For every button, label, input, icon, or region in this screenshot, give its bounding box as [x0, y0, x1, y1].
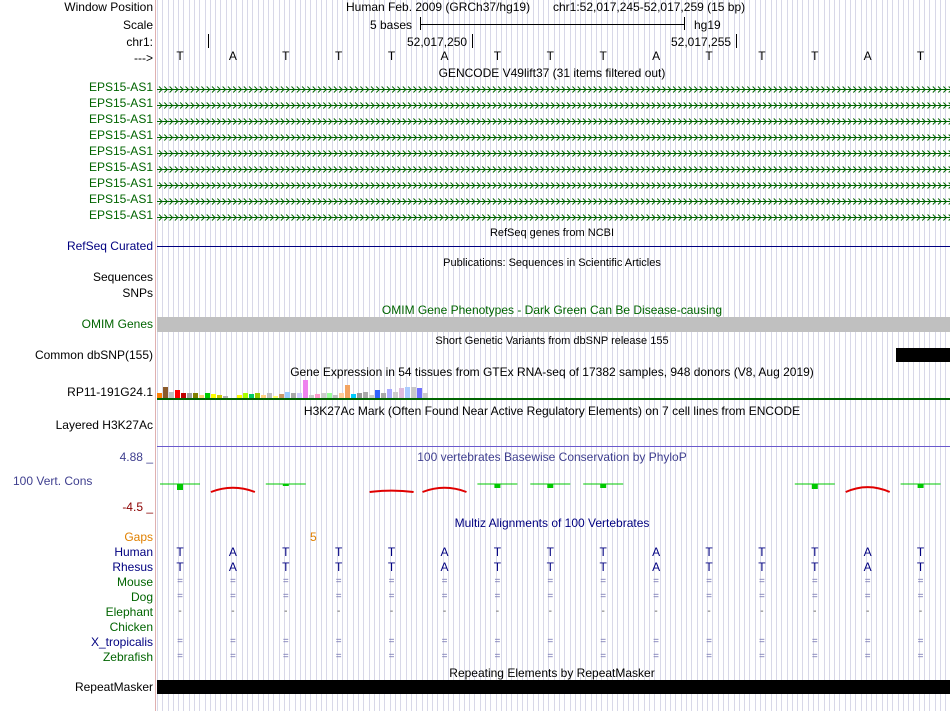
multiz-alignment-char: =	[441, 591, 448, 602]
phylop-negative-mark	[423, 488, 467, 492]
multiz-alignment-char: =	[758, 651, 765, 662]
multiz-alignment-char: T	[705, 560, 713, 574]
publications-track-title[interactable]: Publications: Sequences in Scientific Articles	[443, 257, 661, 269]
ruler-tick-start	[208, 34, 209, 48]
gtex-tissue-bar[interactable]	[345, 385, 350, 398]
phylop-positive-mark	[177, 484, 183, 490]
multiz-alignment-char: =	[811, 591, 818, 602]
gencode-transcript[interactable]	[157, 211, 950, 220]
multiz-track-title[interactable]: Multiz Alignments of 100 Vertebrates	[454, 516, 650, 530]
refseq-label[interactable]: RefSeq Curated	[66, 239, 153, 253]
dbsnp-variant-bar[interactable]	[896, 348, 950, 362]
multiz-alignment-char: A	[440, 545, 449, 559]
multiz-species-label[interactable]: Human	[114, 545, 153, 559]
multiz-alignment-char: T	[387, 560, 396, 574]
multiz-alignment-char: =	[229, 651, 236, 662]
multiz-alignment-char: -	[231, 606, 235, 617]
base-letter: T	[176, 49, 184, 63]
base-letter: T	[758, 49, 766, 63]
multiz-alignment-char: -	[813, 606, 817, 617]
multiz-alignment-char: =	[494, 576, 501, 587]
multiz-alignment-char: T	[758, 545, 766, 559]
multiz-alignment-char: =	[494, 651, 501, 662]
refseq-gene-line[interactable]	[157, 246, 950, 247]
multiz-alignment-char: =	[811, 636, 818, 647]
omim-gene-bar[interactable]	[157, 317, 950, 332]
base-letter: T	[916, 49, 925, 63]
phylop-positive-mark	[918, 484, 924, 488]
multiz-alignment-char: T	[811, 560, 819, 574]
multiz-alignment-char: A	[440, 560, 449, 574]
multiz-species-label[interactable]: Dog	[130, 590, 153, 604]
multiz-alignment-char: =	[653, 576, 660, 587]
multiz-species-label[interactable]: Zebrafish	[102, 650, 153, 664]
multiz-alignment-char: =	[177, 591, 183, 602]
gtex-tissue-bar[interactable]	[387, 389, 392, 398]
multiz-alignment-char: =	[335, 636, 342, 647]
multiz-alignment-char: =	[282, 591, 289, 602]
multiz-alignment-char: =	[811, 651, 818, 662]
multiz-alignment-char: =	[177, 651, 183, 662]
multiz-alignment-char: =	[388, 576, 395, 587]
base-letter: T	[546, 49, 554, 63]
multiz-alignment-char: =	[917, 576, 924, 587]
scale-db: hg19	[694, 18, 721, 32]
multiz-alignment-char: T	[758, 560, 766, 574]
multiz-alignment-char: T	[176, 545, 184, 559]
multiz-alignment-char: =	[388, 651, 395, 662]
multiz-alignment-char: =	[282, 651, 289, 662]
multiz-alignment-char: -	[389, 606, 394, 617]
multiz-alignment-char: -	[866, 606, 870, 617]
phylop-positive-mark	[547, 484, 553, 488]
base-letter: T	[493, 49, 502, 63]
base-letter: T	[705, 49, 713, 63]
ruler-coord-2: 52,017,255	[671, 35, 732, 49]
multiz-alignment-char: -	[707, 606, 711, 617]
scale-text: 5 bases	[370, 18, 413, 32]
base-letter: A	[440, 49, 449, 63]
repeatmasker-label[interactable]: RepeatMasker	[74, 680, 153, 694]
multiz-alignment-char: =	[177, 576, 183, 587]
multiz-species-label[interactable]: Rhesus	[112, 560, 153, 574]
omim-label[interactable]: OMIM Genes	[81, 317, 153, 331]
gtex-baseline	[157, 398, 950, 400]
multiz-alignment-char: =	[547, 636, 554, 647]
gencode-gene-label[interactable]: EPS15-AS1	[88, 80, 153, 94]
omim-track-title[interactable]: OMIM Gene Phenotypes - Dark Green Can Be Disease-causing	[381, 303, 723, 317]
multiz-alignment-char: =	[494, 591, 501, 602]
h3k27ac-track-title[interactable]: H3K27Ac Mark (Often Found Near Active Regulatory Elements) on 7 cell lines from ENCODE	[303, 404, 801, 418]
phylop-label[interactable]: 100 Vert. Cons	[13, 474, 93, 488]
gtex-tissue-bar[interactable]	[411, 387, 416, 398]
phylop-negative-mark	[211, 488, 255, 492]
multiz-alignment-char: =	[229, 636, 236, 647]
multiz-alignment-char: =	[547, 576, 554, 587]
snps-label[interactable]: SNPs	[122, 286, 153, 300]
phylop-max-label: 4.88 _	[119, 450, 153, 464]
multiz-alignment-char: =	[864, 651, 871, 662]
scale-bar	[420, 24, 685, 25]
multiz-alignment-char: =	[653, 591, 660, 602]
multiz-alignment-char: =	[282, 636, 289, 647]
ruler-tick-1	[472, 34, 473, 48]
multiz-alignment-char: =	[864, 591, 871, 602]
multiz-alignment-char: =	[441, 636, 448, 647]
multiz-alignment-char: =	[600, 636, 607, 647]
multiz-alignment-char: =	[282, 576, 289, 587]
multiz-alignment-char: -	[760, 606, 764, 617]
multiz-alignment-char: -	[601, 606, 605, 617]
base-letter: T	[599, 49, 607, 63]
multiz-alignment-char: =	[229, 576, 236, 587]
multiz-alignment-char: A	[863, 560, 872, 574]
gencode-transcript[interactable]	[157, 179, 950, 188]
gencode-gene-label[interactable]: EPS15-AS1	[88, 176, 153, 190]
multiz-alignment-char: T	[387, 545, 396, 559]
multiz-alignment-char: =	[917, 636, 924, 647]
assembly-name: Human Feb. 2009 (GRCh37/hg19)	[346, 0, 531, 14]
gencode-gene-label[interactable]: EPS15-AS1	[88, 112, 153, 126]
multiz-alignment-char: -	[337, 606, 341, 617]
h3k27ac-label[interactable]: Layered H3K27Ac	[55, 418, 153, 432]
multiz-alignment-char: =	[917, 591, 924, 602]
multiz-alignment-char: =	[600, 591, 607, 602]
multiz-gaps-label: Gaps	[124, 530, 153, 544]
multiz-alignment-char: T	[546, 560, 554, 574]
position-range: chr1:52,017,245-52,017,259 (15 bp)	[553, 0, 746, 14]
gtex-tissue-bar[interactable]	[303, 380, 308, 398]
base-letter: A	[228, 49, 237, 63]
multiz-species-label[interactable]: Elephant	[105, 605, 153, 619]
phylop-wiggle[interactable]	[0, 466, 950, 506]
window-position-label: Window Position	[64, 0, 153, 14]
gtex-tissue-bar[interactable]	[417, 388, 422, 398]
gtex-tissue-bar[interactable]	[375, 390, 380, 398]
multiz-alignment-char: T	[599, 545, 607, 559]
multiz-alignment-char: T	[916, 560, 925, 574]
base-letter: T	[335, 49, 343, 63]
multiz-alignment-char: T	[335, 545, 343, 559]
gtex-tissue-bar[interactable]	[163, 387, 168, 398]
gencode-gene-label[interactable]: EPS15-AS1	[88, 96, 153, 110]
multiz-alignment-char: =	[229, 591, 236, 602]
strand-label: --->	[134, 51, 153, 65]
gencode-gene-label[interactable]: EPS15-AS1	[88, 160, 153, 174]
multiz-alignment-char: T	[705, 545, 713, 559]
ruler-coord-1: 52,017,250	[407, 35, 468, 49]
multiz-alignment-char: -	[442, 606, 447, 617]
phylop-track-title[interactable]: 100 vertebrates Basewise Conservation by PhyloP	[417, 450, 687, 464]
phylop-positive-mark	[600, 484, 606, 488]
gencode-gene-label[interactable]: EPS15-AS1	[88, 144, 153, 158]
gtex-track-title[interactable]: Gene Expression in 54 tissues from GTEx RNA-seq of 17382 samples, 948 donors (V8, Aug 2019)	[290, 365, 814, 379]
multiz-alignment-char: =	[494, 636, 501, 647]
multiz-alignment-char: =	[706, 651, 712, 662]
gencode-gene-label[interactable]: EPS15-AS1	[88, 192, 153, 206]
multiz-alignment-char: =	[758, 636, 765, 647]
multiz-alignment-char: =	[917, 651, 924, 662]
multiz-alignment-char: A	[652, 560, 661, 574]
gencode-transcript[interactable]	[157, 83, 950, 92]
base-letter: T	[387, 49, 396, 63]
multiz-alignment-char: T	[176, 560, 184, 574]
refseq-track-title[interactable]: RefSeq genes from NCBI	[489, 227, 615, 239]
multiz-alignment-char: =	[335, 651, 342, 662]
base-letter: T	[811, 49, 819, 63]
chr-label: chr1:	[126, 35, 153, 49]
sequences-label[interactable]: Sequences	[92, 270, 153, 284]
multiz-alignment-char: T	[335, 560, 343, 574]
scale-bar-right-tick	[684, 17, 685, 30]
gencode-transcript[interactable]	[157, 147, 950, 156]
multiz-alignment-char: -	[654, 606, 658, 617]
phylop-negative-mark	[370, 491, 414, 492]
base-sequence	[0, 49, 950, 63]
multiz-alignment-char: =	[177, 636, 183, 647]
gencode-track-title[interactable]: GENCODE V49lift37 (31 items filtered out)	[438, 66, 666, 80]
multiz-alignment-char: A	[652, 545, 661, 559]
multiz-alignment-char: =	[706, 591, 712, 602]
multiz-alignment-char: =	[864, 636, 871, 647]
gencode-transcript[interactable]	[157, 131, 950, 140]
gtex-label[interactable]: RP11-191G24.1	[67, 385, 153, 399]
multiz-alignment-char: =	[706, 636, 712, 647]
multiz-alignment-char: =	[547, 591, 554, 602]
gencode-transcript[interactable]	[157, 115, 950, 124]
phylop-positive-mark	[494, 484, 500, 488]
multiz-alignment-char: =	[388, 636, 395, 647]
multiz-alignment-char: -	[918, 606, 923, 617]
gtex-tissue-bar[interactable]	[405, 387, 410, 398]
base-letter: A	[652, 49, 661, 63]
phylop-positive-mark	[812, 484, 818, 489]
phylop-negative-mark	[846, 487, 890, 492]
repeatmasker-bar[interactable]	[157, 680, 950, 694]
multiz-alignment-char: =	[653, 651, 660, 662]
gtex-tissue-bar[interactable]	[399, 388, 404, 398]
multiz-alignment-char: T	[546, 545, 554, 559]
dbsnp-label[interactable]: Common dbSNP(155)	[34, 348, 153, 362]
multiz-gaps-value: 5	[310, 530, 317, 544]
gencode-gene-label[interactable]: EPS15-AS1	[88, 208, 153, 222]
multiz-alignment-char: A	[863, 545, 872, 559]
multiz-alignment-char: A	[228, 560, 237, 574]
multiz-alignment-char: T	[599, 560, 607, 574]
multiz-alignment-char: =	[811, 576, 818, 587]
dbsnp-track-title[interactable]: Short Genetic Variants from dbSNP release 155	[435, 335, 669, 347]
multiz-alignment-char: -	[495, 606, 500, 617]
phylop-min-label: -4.5 _	[122, 500, 153, 514]
multiz-alignment-char: =	[758, 576, 765, 587]
label-separator	[155, 0, 156, 711]
multiz-alignment-char: T	[811, 545, 819, 559]
multiz-alignment-char: -	[548, 606, 552, 617]
multiz-alignment-char: =	[547, 651, 554, 662]
multiz-alignment-char: T	[493, 560, 502, 574]
multiz-alignment-char: =	[758, 591, 765, 602]
multiz-alignment-char: =	[706, 576, 712, 587]
multiz-alignment-char: T	[282, 560, 290, 574]
multiz-alignment-char: T	[916, 545, 925, 559]
scale-label: Scale	[122, 18, 153, 32]
multiz-species-label[interactable]: Mouse	[116, 575, 153, 589]
multiz-species-label[interactable]: X_tropicalis	[90, 635, 153, 649]
multiz-alignment-char: =	[653, 636, 660, 647]
gtex-tissue-bar[interactable]	[175, 390, 180, 398]
multiz-alignment-char: =	[388, 591, 395, 602]
multiz-alignment-char: A	[228, 545, 237, 559]
multiz-alignment-char: -	[284, 606, 288, 617]
base-letter: T	[282, 49, 290, 63]
multiz-alignment-char: =	[864, 576, 871, 587]
gencode-transcript[interactable]	[157, 163, 950, 172]
phylop-positive-mark	[283, 484, 289, 486]
multiz-alignment-char: =	[600, 651, 607, 662]
multiz-alignment-char: =	[600, 576, 607, 587]
gencode-transcript[interactable]	[157, 99, 950, 108]
multiz-alignment-char: =	[335, 591, 342, 602]
repeatmasker-track-title[interactable]: Repeating Elements by RepeatMasker	[449, 666, 655, 680]
ruler-tick-2	[736, 34, 737, 48]
base-letter: A	[863, 49, 872, 63]
multiz-alignment-char: =	[441, 651, 448, 662]
multiz-alignment-char: T	[282, 545, 290, 559]
gencode-gene-label[interactable]: EPS15-AS1	[88, 128, 153, 142]
multiz-species-label[interactable]: Chicken	[109, 620, 153, 634]
scale-bar-left-tick	[420, 17, 421, 30]
h3k27ac-baseline	[157, 446, 950, 447]
gencode-transcript[interactable]	[157, 195, 950, 204]
multiz-alignment-char: T	[493, 545, 502, 559]
multiz-alignment-char: =	[441, 576, 448, 587]
multiz-alignment-char: =	[335, 576, 342, 587]
multiz-alignment-char: -	[178, 606, 182, 617]
